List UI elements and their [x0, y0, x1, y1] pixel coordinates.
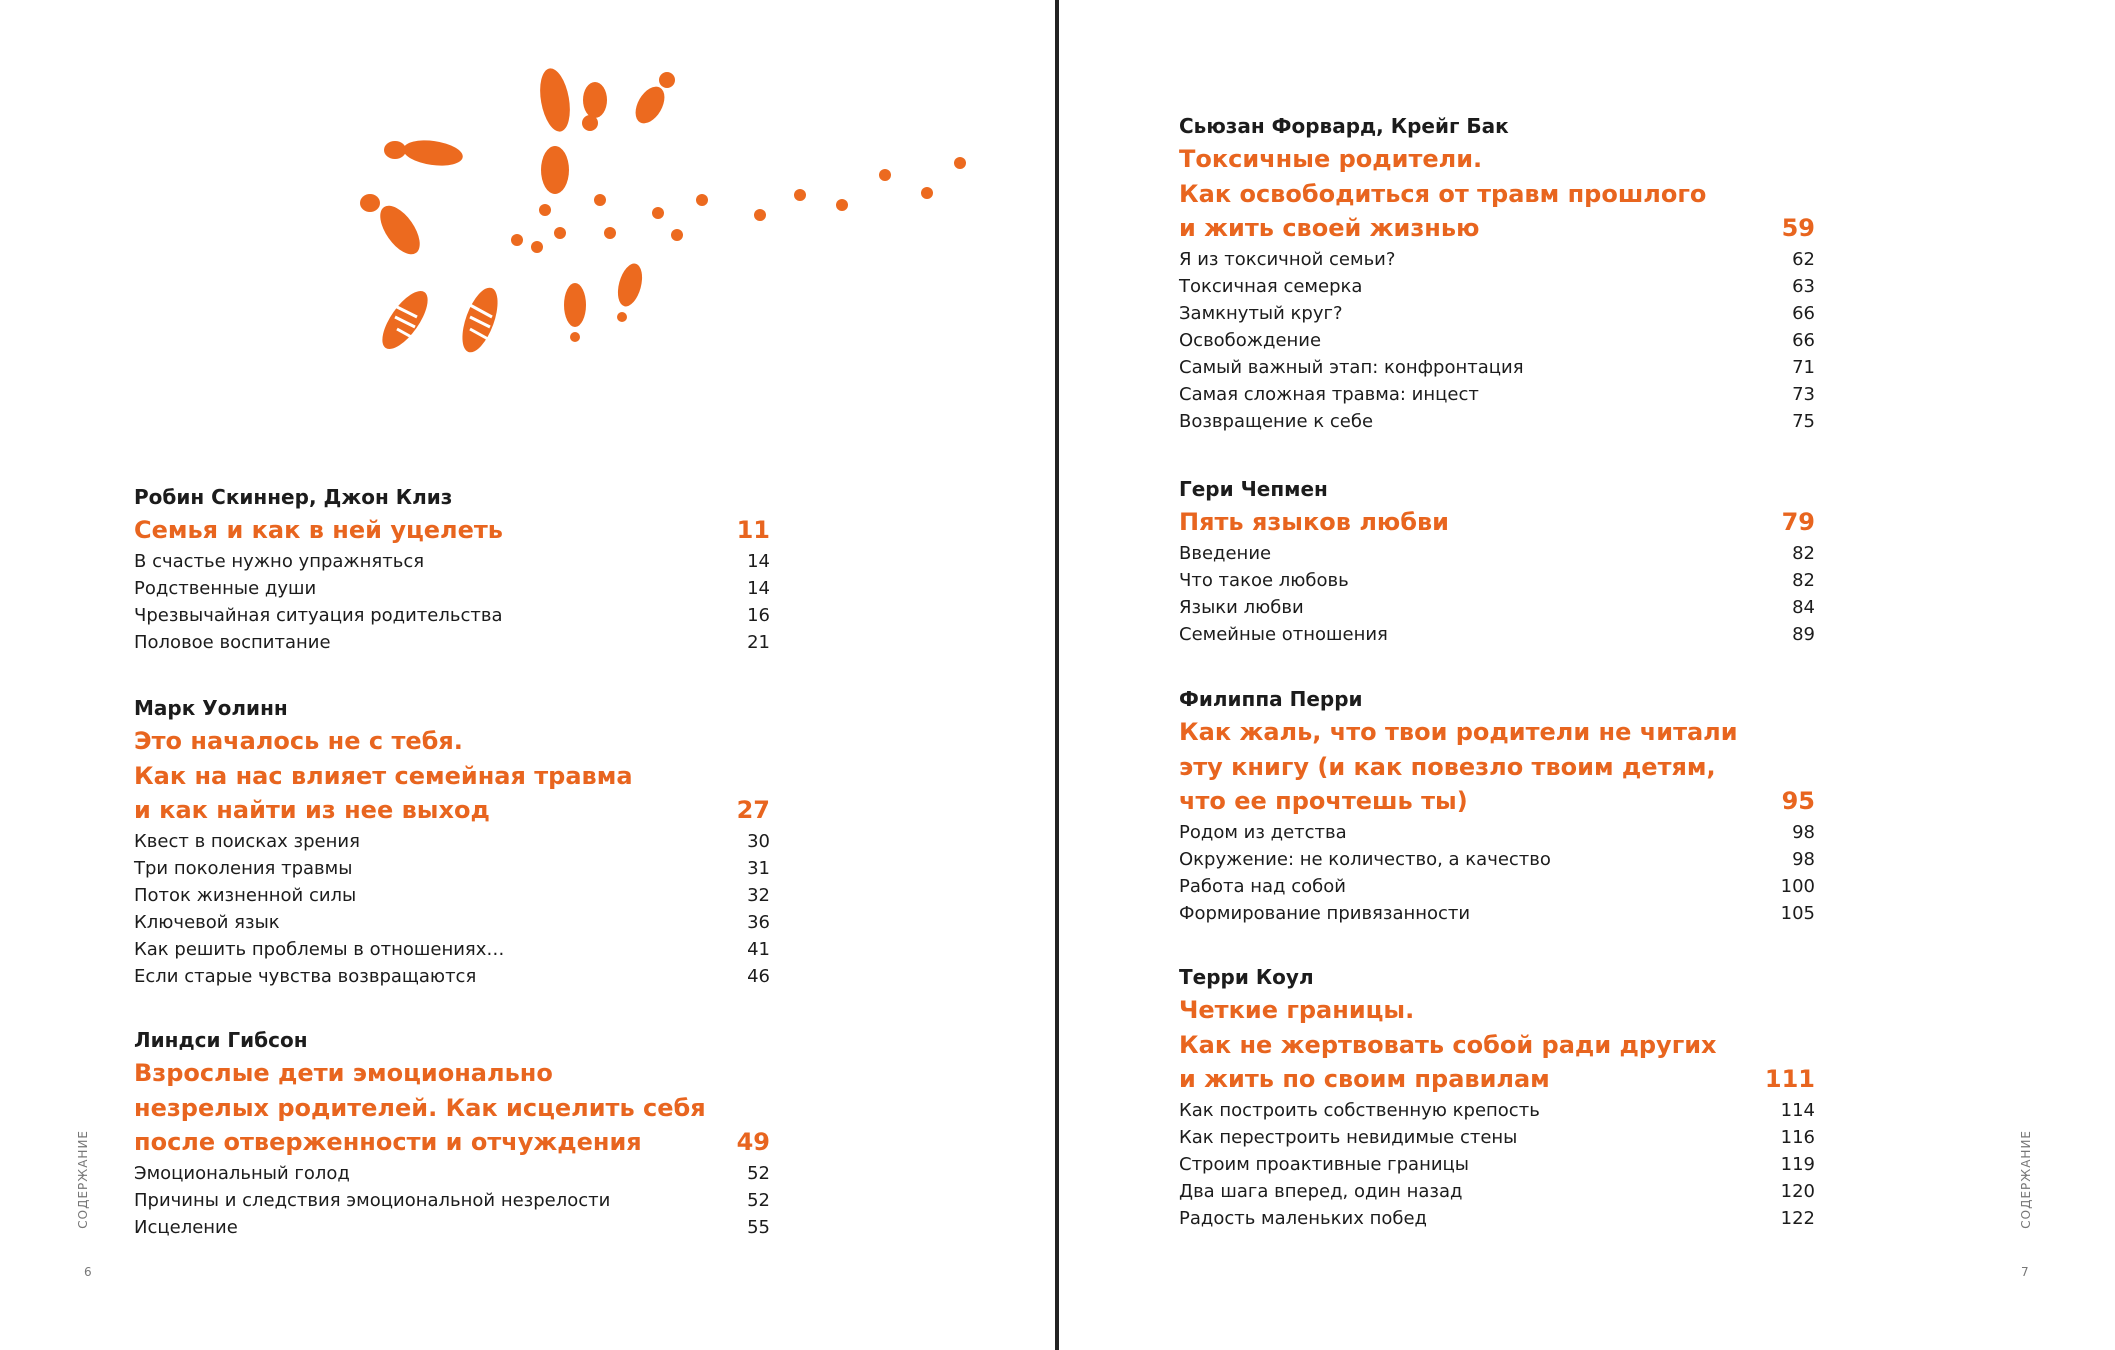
entry-title: Как освободиться от травм прошлого: [1179, 179, 1707, 208]
chapter-item[interactable]: [134, 855, 770, 882]
entry-title: и жить своей жизнью: [1179, 214, 1480, 242]
paw-print: [921, 187, 933, 199]
paw-print: [539, 204, 551, 216]
chapter-label: Введение: [1179, 542, 1272, 564]
entry-page-number: 27: [736, 796, 770, 824]
chapter-label: В счастье нужно упражняться: [134, 550, 425, 572]
chapter-page: 52: [747, 1189, 770, 1211]
footprint-shape: [614, 261, 647, 309]
chapter-item[interactable]: [1179, 621, 1815, 648]
footprint-shape: [570, 332, 580, 342]
chapter-page: 71: [1792, 356, 1815, 378]
paw-print: [652, 207, 664, 219]
entry-title-line[interactable]: [134, 793, 770, 828]
entry-title-line[interactable]: [1179, 177, 1815, 212]
chapter-item[interactable]: [1179, 1151, 1815, 1178]
chapter-page: 66: [1792, 302, 1815, 324]
section-side-label: СОДЕРЖАНИЕ: [76, 1130, 90, 1229]
chapter-page: 89: [1792, 623, 1815, 645]
left-page: [0, 0, 1055, 1350]
footprint-shape: [583, 82, 607, 118]
chapter-page: 120: [1780, 1180, 1815, 1202]
paw-print: [554, 227, 566, 239]
chapter-item[interactable]: [1179, 300, 1815, 327]
chapter-page: 82: [1792, 542, 1815, 564]
footprint-shape: [536, 66, 575, 134]
entry-title: и жить по своим правилам: [1179, 1065, 1550, 1093]
chapter-item[interactable]: [134, 629, 770, 656]
entry-title: и как найти из нее выход: [134, 796, 490, 824]
entry-title-line[interactable]: [1179, 505, 1815, 540]
chapter-label: Родом из детства: [1179, 821, 1347, 843]
chapter-label: Замкнутый круг?: [1179, 302, 1343, 324]
chapter-label: Родственные души: [134, 577, 317, 599]
chapter-item[interactable]: [134, 882, 770, 909]
paw-print: [511, 234, 523, 246]
paw-print: [879, 169, 891, 181]
entry-author: Робин Скиннер, Джон Клиз: [134, 485, 453, 509]
chapter-page: 36: [747, 911, 770, 933]
chapter-page: 41: [747, 938, 770, 960]
entry-title: Как на нас влияет семейная травма: [134, 761, 633, 790]
entry-page-number: 111: [1764, 1065, 1815, 1093]
chapter-label: Половое воспитание: [134, 631, 331, 653]
entry-title-line[interactable]: [1179, 1028, 1815, 1063]
toc-entry: [1179, 475, 1815, 648]
toc-entry: [1179, 963, 1815, 1232]
entry-title: Как не жертвовать собой ради других: [1179, 1030, 1717, 1059]
chapter-label: Исцеление: [134, 1216, 238, 1238]
chapter-page: 105: [1780, 902, 1815, 924]
entry-author: Филиппа Перри: [1179, 687, 1363, 711]
footprint-shape: [374, 284, 436, 356]
chapter-page: 14: [747, 577, 770, 599]
chapter-page: 21: [747, 631, 770, 653]
chapter-item[interactable]: [134, 909, 770, 936]
toc-entry: [1179, 112, 1815, 435]
entry-title: после отверженности и отчуждения: [134, 1128, 642, 1156]
chapter-page: 14: [747, 550, 770, 572]
chapter-page: 73: [1792, 383, 1815, 405]
chapter-label: Чрезвычайная ситуация родительства: [134, 604, 503, 626]
chapter-item[interactable]: [1179, 327, 1815, 354]
entry-title-line[interactable]: [134, 759, 770, 794]
entry-title: Как жаль, что твои родители не читали: [1179, 718, 1738, 746]
entry-author: Гери Чепмен: [1179, 477, 1328, 501]
chapter-item[interactable]: [1179, 540, 1815, 567]
chapter-item[interactable]: [134, 602, 770, 629]
chapter-label: Языки любви: [1179, 596, 1304, 618]
chapter-item[interactable]: [134, 828, 770, 855]
entry-title-line[interactable]: [1179, 211, 1815, 246]
chapter-page: 52: [747, 1162, 770, 1184]
paw-print: [696, 194, 708, 206]
toc-entry: [134, 694, 770, 990]
chapter-item[interactable]: [1179, 354, 1815, 381]
footprint-shape: [630, 82, 671, 129]
paw-print: [836, 199, 848, 211]
chapter-page: 66: [1792, 329, 1815, 351]
chapter-item[interactable]: [134, 575, 770, 602]
chapter-item[interactable]: [1179, 846, 1815, 873]
chapter-label: Я из токсичной семьи?: [1179, 248, 1396, 270]
chapter-label: Строим проактивные границы: [1179, 1153, 1470, 1175]
footprint-shape: [582, 115, 598, 131]
chapter-item[interactable]: [1179, 408, 1815, 435]
chapter-page: 114: [1780, 1099, 1815, 1121]
chapter-item[interactable]: [134, 963, 770, 990]
chapter-label: Ключевой язык: [134, 911, 280, 933]
entry-title: незрелых родителей. Как исцелить себя: [134, 1093, 706, 1122]
chapter-page: 119: [1780, 1153, 1815, 1175]
entry-author: Сьюзан Форвард, Крейг Бак: [1179, 114, 1509, 138]
chapter-label: Как решить проблемы в отношениях…: [134, 938, 505, 960]
paw-print: [754, 209, 766, 221]
chapter-page: 122: [1780, 1207, 1815, 1229]
chapter-page: 30: [747, 830, 770, 852]
footprint-shape: [659, 72, 675, 88]
chapter-item[interactable]: [1179, 1205, 1815, 1232]
entry-title-line[interactable]: [1179, 1062, 1815, 1097]
chapter-item[interactable]: [1179, 1124, 1815, 1151]
entry-title-line[interactable]: [1179, 715, 1815, 750]
entry-title-line[interactable]: [134, 724, 770, 759]
chapter-page: 16: [747, 604, 770, 626]
entry-author: Линдси Гибсон: [134, 1028, 308, 1052]
entry-title-line[interactable]: [1179, 784, 1815, 819]
chapter-label: Причины и следствия эмоциональной незрелости: [134, 1189, 611, 1211]
paw-print: [594, 194, 606, 206]
toc-entry: [1179, 685, 1815, 927]
chapter-item[interactable]: [1179, 1178, 1815, 1205]
chapter-page: 84: [1792, 596, 1815, 618]
chapter-page: 98: [1792, 848, 1815, 870]
chapter-label: Возвращение к себе: [1179, 410, 1374, 432]
entry-page-number: 79: [1781, 508, 1815, 536]
right-page: [1059, 0, 2115, 1350]
entry-page-number: 95: [1781, 787, 1815, 815]
chapter-page: 98: [1792, 821, 1815, 843]
entry-title-line[interactable]: [1179, 142, 1815, 177]
chapter-page: 62: [1792, 248, 1815, 270]
chapter-page: 31: [747, 857, 770, 879]
footprint-shape: [541, 146, 569, 194]
chapter-label: Что такое любовь: [1179, 569, 1349, 591]
chapter-label: Формирование привязанности: [1179, 902, 1471, 924]
chapter-label: Самый важный этап: конфронтация: [1179, 356, 1524, 378]
chapter-item[interactable]: [1179, 381, 1815, 408]
entry-title: эту книгу (и как повезло твоим детям,: [1179, 752, 1716, 781]
chapter-label: Как перестроить невидимые стены: [1179, 1126, 1518, 1148]
chapter-label: Поток жизненной силы: [134, 884, 357, 906]
paw-print: [794, 189, 806, 201]
chapter-item[interactable]: [1179, 900, 1815, 927]
chapter-page: 116: [1780, 1126, 1815, 1148]
entry-title: Семья и как в ней уцелеть: [134, 516, 503, 544]
entry-author: Марк Уолинн: [134, 696, 288, 720]
entry-title-line[interactable]: [1179, 993, 1815, 1028]
chapter-label: Как построить собственную крепость: [1179, 1099, 1540, 1121]
chapter-label: Семейные отношения: [1179, 623, 1388, 645]
footprint-shape: [360, 194, 380, 212]
chapter-item[interactable]: [1179, 273, 1815, 300]
chapter-page: 46: [747, 965, 770, 987]
page-folio: 7: [2021, 1265, 2029, 1279]
chapter-item[interactable]: [1179, 567, 1815, 594]
chapter-page: 82: [1792, 569, 1815, 591]
chapter-page: 55: [747, 1216, 770, 1238]
entry-page-number: 11: [736, 516, 770, 544]
chapter-item[interactable]: [134, 1187, 770, 1214]
chapter-item[interactable]: [134, 1160, 770, 1187]
entry-title-line[interactable]: [134, 513, 770, 548]
entry-title-line[interactable]: [134, 1091, 770, 1126]
chapter-item[interactable]: [1179, 594, 1815, 621]
entry-title: Взрослые дети эмоционально: [134, 1059, 553, 1087]
chapter-label: Радость маленьких побед: [1179, 1207, 1427, 1229]
footprint-shape: [402, 137, 465, 169]
chapter-item[interactable]: [1179, 819, 1815, 846]
chapter-item[interactable]: [134, 548, 770, 575]
chapter-label: Квест в поисках зрения: [134, 830, 360, 852]
chapter-item[interactable]: [1179, 246, 1815, 273]
chapter-label: Работа над собой: [1179, 875, 1346, 897]
footprint-shape: [617, 312, 627, 322]
entry-title: что ее прочтешь ты): [1179, 787, 1468, 815]
toc-entry: [134, 1026, 770, 1241]
footprint-shape: [455, 283, 505, 356]
footprints-illustration: [345, 55, 985, 365]
chapter-item[interactable]: [1179, 873, 1815, 900]
entry-title: Токсичные родители.: [1179, 145, 1483, 173]
footprint-shape: [384, 141, 406, 159]
chapter-label: Два шага вперед, один назад: [1179, 1180, 1463, 1202]
entry-page-number: 59: [1781, 214, 1815, 242]
toc-entry: [134, 483, 770, 656]
section-side-label: СОДЕРЖАНИЕ: [2019, 1130, 2033, 1229]
chapter-page: 32: [747, 884, 770, 906]
entry-title: Четкие границы.: [1179, 996, 1415, 1024]
entry-title: Пять языков любви: [1179, 508, 1449, 536]
footprint-shape: [372, 199, 427, 261]
chapter-item[interactable]: [1179, 1097, 1815, 1124]
chapter-label: Эмоциональный голод: [134, 1162, 350, 1184]
paw-print: [531, 241, 543, 253]
chapter-label: Окружение: не количество, а качество: [1179, 848, 1551, 870]
chapter-label: Освобождение: [1179, 329, 1322, 351]
chapter-label: Три поколения травмы: [134, 857, 353, 879]
entry-title: Это началось не с тебя.: [134, 727, 463, 755]
entry-page-number: 49: [736, 1128, 770, 1156]
chapter-label: Если старые чувства возвращаются: [134, 965, 477, 987]
chapter-label: Токсичная семерка: [1179, 275, 1363, 297]
chapter-label: Самая сложная травма: инцест: [1179, 383, 1479, 405]
paw-print: [954, 157, 966, 169]
footprint-shape: [564, 283, 586, 327]
chapter-item[interactable]: [134, 936, 770, 963]
entry-title-line[interactable]: [134, 1125, 770, 1160]
entry-author: Терри Коул: [1179, 965, 1314, 989]
chapter-page: 63: [1792, 275, 1815, 297]
chapter-item[interactable]: [134, 1214, 770, 1241]
paw-print: [671, 229, 683, 241]
chapter-page: 100: [1780, 875, 1815, 897]
chapter-page: 75: [1792, 410, 1815, 432]
entry-title-line[interactable]: [1179, 750, 1815, 785]
page-folio: 6: [84, 1265, 92, 1279]
paw-print: [604, 227, 616, 239]
entry-title-line[interactable]: [134, 1056, 770, 1091]
